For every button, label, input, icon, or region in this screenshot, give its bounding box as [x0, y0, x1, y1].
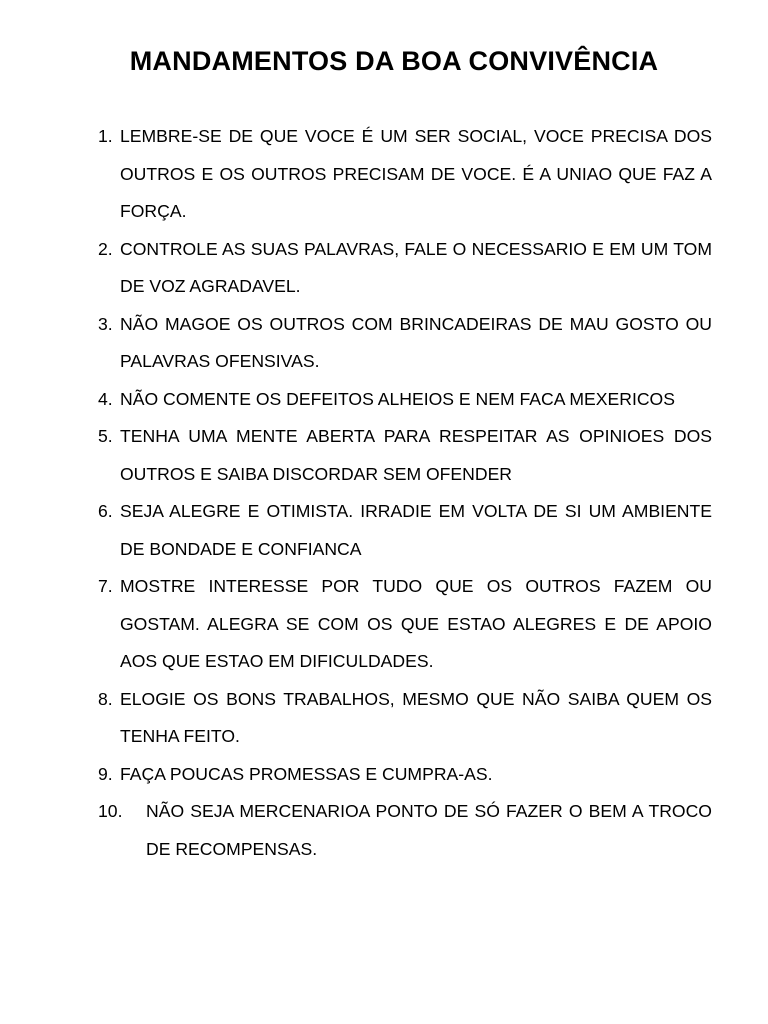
item-text: NÃO COMENTE OS DEFEITOS ALHEIOS E NEM FACA MEXERICOS [120, 388, 675, 409]
item-number: 3. [98, 313, 113, 334]
list-item-9 [98, 756, 712, 794]
item-number: 6. [98, 501, 113, 521]
item-number: 10. [98, 801, 123, 821]
item-number: 2. [98, 238, 113, 259]
item-number: 5. [98, 426, 113, 446]
item-text: LEMBRE-SE DE QUE VOCE É UM SER SOCIAL, VOCE PRECISA DOS OUTROS E OS OUTROS PRECISAM DE VOCE. É A UNIAO QUE FAZ A FORÇA. [120, 126, 712, 221]
item-text: ELOGIE OS BONS TRABALHOS, MESMO QUE NÃO SAIBA QUEM OS TENHA FEITO. [120, 688, 712, 746]
item-text: TENHA UMA MENTE ABERTA PARA RESPEITAR AS OPINIOES DOS OUTROS E SAIBA DISCORDAR SEM OFENDER [120, 426, 712, 484]
list-item-6 [98, 493, 712, 568]
item-number: 7. [98, 576, 113, 596]
item-number: 4. [98, 388, 113, 409]
list-item-5 [98, 418, 712, 493]
page-title: MANDAMENTOS DA BOA CONVIVÊNCIA [129, 46, 659, 76]
list-item-7 [98, 568, 712, 681]
item-number: 9. [98, 763, 113, 784]
item-text: NÃO SEJA MERCENARIOA PONTO DE SÓ FAZER O BEM A TROCO DE RECOMPENSAS. [146, 801, 712, 859]
item-text: NÃO MAGOE OS OUTROS COM BRINCADEIRAS DE MAU GOSTO OU PALAVRAS OFENSIVAS. [120, 313, 712, 371]
list-item-4 [98, 381, 712, 419]
item-text: SEJA ALEGRE E OTIMISTA. IRRADIE EM VOLTA DE SI UM AMBIENTE DE BONDADE E CONFIANCA [120, 501, 712, 559]
item-text: FAÇA POUCAS PROMESSAS E CUMPRA-AS. [120, 763, 493, 784]
item-text: MOSTRE INTERESSE POR TUDO QUE OS OUTROS FAZEM OU GOSTAM. ALEGRA SE COM OS QUE ESTAO ALEGRES E DE APOIO AOS QUE ESTAO EM DIFICULDADES. [120, 576, 712, 671]
list-item-8 [98, 681, 712, 756]
list-item-3 [98, 306, 712, 381]
item-number: 8. [98, 688, 113, 709]
item-text: CONTROLE AS SUAS PALAVRAS, FALE O NECESSARIO E EM UM TOM DE VOZ AGRADAVEL. [120, 238, 712, 296]
list-item-2 [98, 231, 712, 306]
commandments-list [98, 118, 712, 868]
item-number: 1. [98, 126, 113, 146]
list-item-10 [98, 793, 712, 868]
list-item-1 [98, 118, 712, 231]
